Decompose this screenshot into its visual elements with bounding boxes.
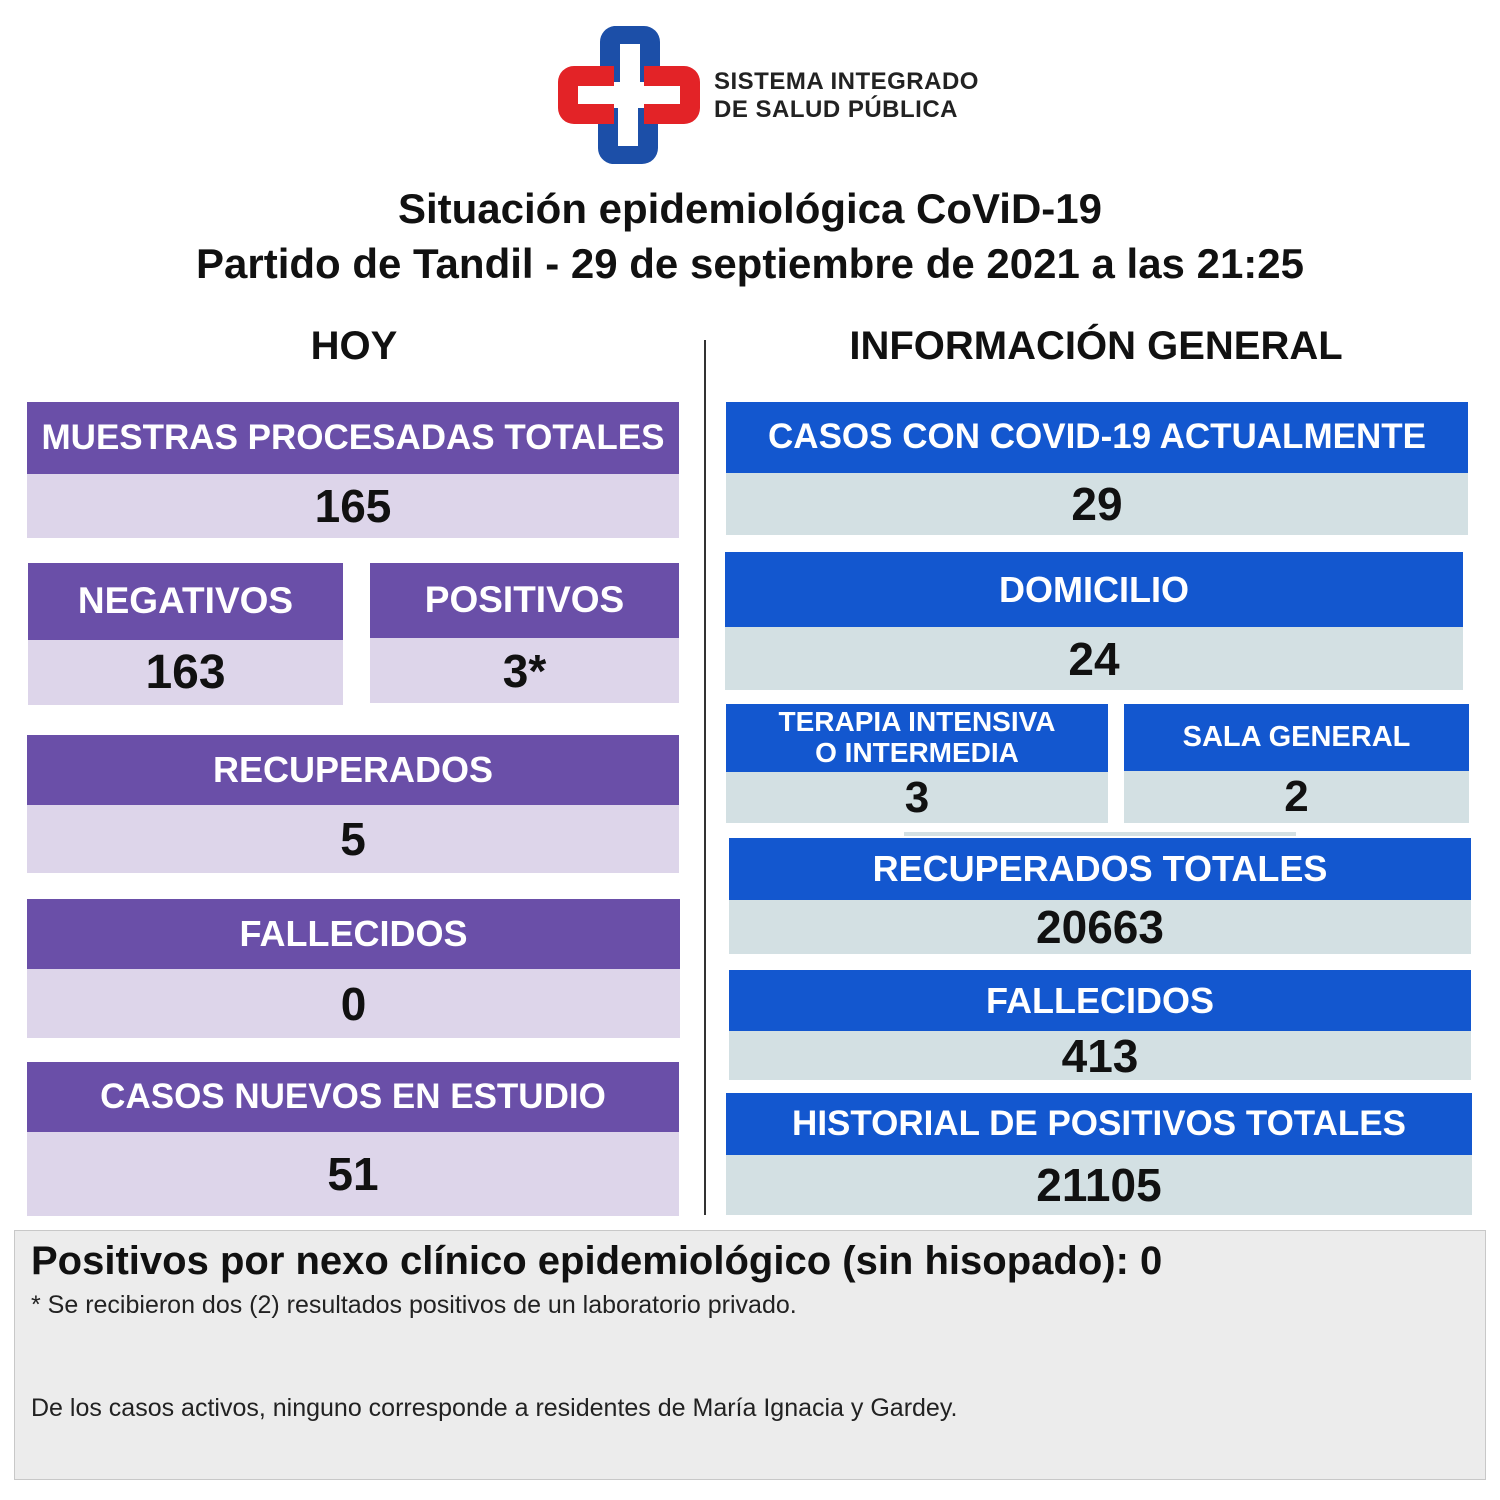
- terapia-label-line-1: TERAPIA INTENSIVA: [778, 706, 1056, 738]
- fallecidos-hoy-label: FALLECIDOS: [27, 899, 680, 969]
- negativos-label: NEGATIVOS: [28, 563, 343, 640]
- terapia-value: 3: [726, 772, 1108, 823]
- casos-actuales-value: 29: [726, 473, 1468, 535]
- recuperados-totales-label: RECUPERADOS TOTALES: [729, 838, 1471, 900]
- casos-actuales-card: [726, 402, 1468, 535]
- positivos-label: POSITIVOS: [370, 563, 679, 638]
- fallecidos-general-value: 413: [729, 1031, 1471, 1080]
- positivos-card: [370, 563, 679, 703]
- negativos-value: 163: [28, 640, 343, 705]
- logo-line-1: SISTEMA INTEGRADO: [714, 68, 979, 95]
- recuperados-totales-card: [729, 838, 1471, 954]
- casos-nuevos-card: [27, 1062, 679, 1216]
- muestras-card: [27, 402, 679, 538]
- page-title: Situación epidemiológica CoViD-19: [397, 185, 1103, 232]
- terapia-label-line-2: O INTERMEDIA: [815, 737, 1019, 768]
- fallecidos-general-label: FALLECIDOS: [729, 970, 1471, 1031]
- terapia-label: [726, 704, 1108, 772]
- general-heading: INFORMACIÓN GENERAL: [849, 324, 1343, 368]
- recuperados-card: [27, 735, 679, 873]
- recuperados-totales-value: 20663: [729, 900, 1471, 954]
- logo-text: [714, 68, 979, 124]
- logo: [556, 22, 702, 168]
- hoy-heading: HOY: [310, 324, 398, 368]
- historial-label: HISTORIAL DE POSITIVOS TOTALES: [726, 1093, 1472, 1155]
- positivos-value: 3*: [370, 638, 679, 703]
- fallecidos-hoy-card: [27, 899, 680, 1038]
- footer-main-text: Positivos por nexo clínico epidemiológico (sin hisopado): 0: [31, 1239, 1163, 1283]
- muestras-label: MUESTRAS PROCESADAS TOTALES: [27, 402, 679, 474]
- footer-note: * Se recibieron dos (2) resultados positivos de un laboratorio privado.: [31, 1291, 797, 1319]
- fallecidos-general-card: [729, 970, 1471, 1080]
- footer-notes: [14, 1230, 1486, 1480]
- terapia-card: [726, 704, 1108, 823]
- fallecidos-hoy-value: 0: [27, 969, 680, 1038]
- connector-line: [904, 832, 1296, 836]
- sala-general-value: 2: [1124, 771, 1469, 823]
- footer-extra: De los casos activos, ninguno corresponde a residentes de María Ignacia y Gardey.: [31, 1394, 958, 1422]
- sala-general-card: [1124, 704, 1469, 823]
- recuperados-value: 5: [27, 805, 679, 873]
- casos-actuales-label: CASOS CON COVID-19 ACTUALMENTE: [726, 402, 1468, 473]
- casos-nuevos-value: 51: [27, 1132, 679, 1216]
- historial-value: 21105: [726, 1155, 1472, 1215]
- logo-line-2: DE SALUD PÚBLICA: [714, 96, 959, 123]
- domicilio-label: DOMICILIO: [725, 552, 1463, 627]
- page-subtitle: Partido de Tandil - 29 de septiembre de 2021 a las 21:25: [195, 240, 1305, 287]
- negativos-card: [28, 563, 343, 705]
- casos-nuevos-label: CASOS NUEVOS EN ESTUDIO: [27, 1062, 679, 1132]
- domicilio-value: 24: [725, 627, 1463, 690]
- domicilio-card: [725, 552, 1463, 690]
- historial-card: [726, 1093, 1472, 1215]
- sala-general-label: SALA GENERAL: [1124, 704, 1469, 771]
- column-divider: [704, 340, 706, 1215]
- recuperados-label: RECUPERADOS: [27, 735, 679, 805]
- muestras-value: 165: [27, 474, 679, 538]
- health-system-logo-icon: [556, 22, 702, 168]
